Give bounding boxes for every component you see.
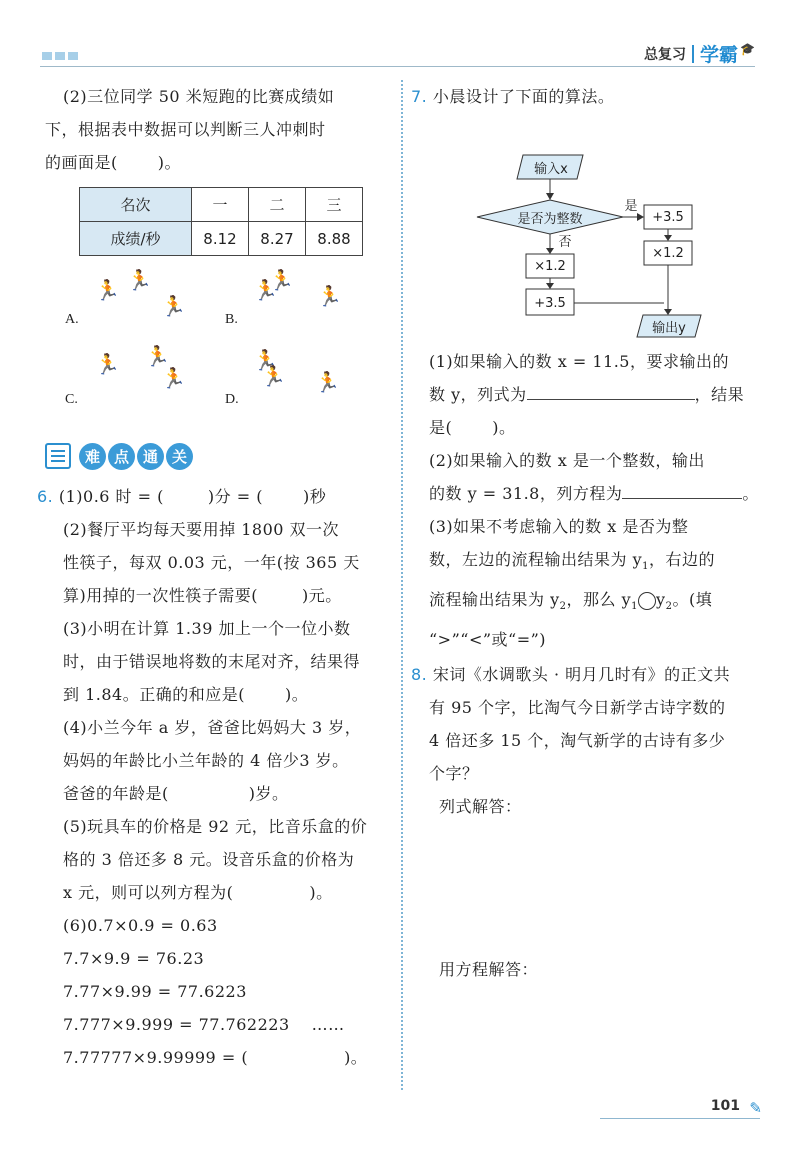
question-number: 7. [411, 87, 428, 106]
header-decoration [42, 52, 78, 60]
option-a[interactable] [65, 268, 215, 342]
runner-icon: 🏃 [317, 284, 342, 308]
text-fragment: ，结果 [694, 385, 745, 404]
text-line [45, 579, 390, 612]
text-fragment: )。 [344, 1048, 368, 1067]
section-title-char: 关 [166, 443, 193, 470]
section-title-char: 难 [79, 443, 106, 470]
text-line [45, 678, 390, 711]
text-line [411, 477, 759, 510]
text-fragment: ，右边的 [649, 550, 716, 569]
text-line: 数，左边的流程输出结果为 $y_1$，右边的 [429, 550, 716, 573]
runner-icon: 🏃 [95, 278, 120, 302]
text-line: (3)如果不考虑输入的数 x 是否为整 [429, 517, 689, 536]
text-line: 4 倍还多 15 个，淘气新学的古诗有多少 [429, 731, 726, 751]
question-7-parts [411, 345, 759, 656]
page-number: 101 [710, 1098, 740, 1114]
flow-no-label: 否 [558, 234, 572, 250]
option-label: D. [225, 392, 239, 407]
text-fragment: 。 [742, 484, 759, 503]
answer-blank[interactable] [622, 485, 742, 499]
header-title-group [644, 40, 755, 67]
graduation-cap-icon: 🎓 [740, 41, 755, 56]
footer-rule [600, 1118, 760, 1119]
runner-icon: 🏃 [253, 348, 278, 372]
text-line: (3)小明在计算 1.39 加上一个一位小数 [63, 619, 351, 638]
text-line [45, 1008, 390, 1041]
right-column [411, 80, 759, 986]
text-fragment: x 元，则可以列方程为( [63, 883, 234, 902]
text-fragment: ，那么 y [566, 590, 632, 610]
comparison-circle[interactable] [638, 592, 656, 610]
text-line: (2)如果输入的数 x 是一个整数，输出 [429, 451, 705, 470]
text-line: 7.7×9.9 = 76.23 [63, 949, 205, 968]
question-6 [37, 480, 390, 1074]
solve-by-equation-label: 用方程解答： [439, 960, 539, 980]
text-fragment: y [656, 590, 666, 610]
section-heading [45, 436, 390, 476]
table-header-cell: 名次 [80, 188, 192, 222]
text-fragment: 7.77777×9.99999 = ( [63, 1048, 249, 1067]
flow-output: 输出y [652, 320, 686, 336]
runner-icon: 🏃 [261, 364, 286, 388]
text-fragment: )秒 [302, 487, 327, 506]
text-fragment: )。 [284, 685, 309, 704]
flow-left-step-2: +3.5 [534, 295, 566, 311]
text-line: 7.77×9.99 = 77.6223 [63, 982, 247, 1001]
text-line: (4)小兰今年 a 岁，爸爸比妈妈大 3 岁， [63, 718, 362, 737]
answer-area-expression[interactable] [411, 823, 759, 953]
text-fragment: (1)0.6 时 = ( [58, 487, 164, 506]
option-label: A. [65, 312, 79, 327]
runner-icon: 🏃 [161, 366, 186, 390]
option-label: B. [225, 312, 238, 327]
text-fragment: )分 = ( [207, 487, 263, 506]
option-c[interactable] [65, 344, 215, 422]
flow-left-step-1: ×1.2 [534, 258, 566, 274]
flowchart-tail [411, 295, 759, 343]
text-line [411, 80, 759, 113]
text-line [45, 1041, 390, 1074]
question-number: 8. [411, 665, 428, 685]
table-cell: 三 [306, 188, 363, 222]
table-cell: 8.88 [306, 222, 363, 256]
question-number: 6. [37, 487, 54, 506]
text-fragment: 算)用掉的一次性筷子需要( [63, 586, 258, 605]
answer-options [45, 262, 390, 432]
section-title-char: 点 [108, 443, 135, 470]
table-row [80, 222, 363, 256]
text-line: 性筷子，每双 0.03 元，一年(按 365 天 [63, 553, 360, 572]
text-line: (2)三位同学 50 米短跑的比赛成绩如 [63, 87, 335, 106]
notebook-icon [45, 443, 71, 469]
text-line: (2)餐厅平均每天要用掉 1800 双一次 [63, 520, 340, 539]
text-line: 格的 3 倍还多 8 元。设音乐盒的价格为 [63, 850, 355, 869]
runner-icon: 🏃 [95, 352, 120, 376]
runner-icon: 🏃 [315, 370, 340, 394]
answer-blank[interactable] [527, 386, 695, 400]
text-fragment: )岁。 [248, 784, 289, 803]
text-fragment: )。 [157, 153, 181, 172]
text-line: (5)玩具车的价格是 92 元，比音乐盒的价 [63, 817, 368, 836]
option-d[interactable] [225, 348, 375, 422]
question-8 [411, 658, 759, 986]
text-fragment: …… [311, 1015, 345, 1034]
text-fragment: 到 1.84。正确的和应是( [63, 685, 245, 704]
text-line: “>”“<”或“=”) [429, 630, 547, 650]
text-fragment: 数 y，列式为 [429, 385, 527, 404]
left-column [37, 80, 390, 1074]
header-subtitle: 总复习 [644, 46, 687, 63]
text-fragment: 是( [429, 418, 453, 437]
text-line [37, 480, 390, 513]
section-title [79, 443, 193, 470]
option-b[interactable] [225, 268, 375, 342]
text-fragment: 流程输出结果为 y [429, 590, 560, 610]
text-fragment: 爸爸的年龄是( [63, 784, 169, 803]
text-fragment: 宋词《水调歌头 · 明月几时有》的正文共 [432, 665, 731, 685]
table-cell: 一 [192, 188, 249, 222]
text-fragment: 的画面是( [45, 153, 118, 172]
text-line [411, 658, 759, 691]
text-fragment: 。(填 [672, 590, 713, 610]
text-line: 有 95 个字，比淘气今日新学古诗字数的 [429, 698, 726, 718]
text-fragment: 数，左边的流程输出结果为 y [429, 550, 643, 569]
text-line: 流程输出结果为 $y_2$，那么 $y_1$ $y_2$。(填 [429, 590, 713, 613]
text-line [45, 777, 390, 810]
text-line: 妈妈的年龄比小兰年龄的 4 倍少3 岁。 [63, 751, 349, 770]
flow-right-step-2: ×1.2 [652, 245, 684, 261]
algorithm-flowchart [411, 113, 741, 303]
flow-decision: 是否为整数 [517, 211, 583, 227]
text-fragment: 7.777×9.999 = 77.762223 [63, 1015, 290, 1034]
question-5-part-2 [45, 80, 390, 432]
text-fragment: )。 [309, 883, 333, 902]
text-line: 时，由于错误地将数的末尾对齐，结果得 [63, 652, 361, 671]
table-header-cell: 成绩/秒 [80, 222, 192, 256]
pencil-icon: ✎ [749, 1099, 762, 1117]
runner-icon: 🏃 [161, 294, 186, 318]
text-fragment: )。 [492, 418, 516, 437]
text-fragment: 的数 y = 31.8，列方程为 [429, 484, 623, 503]
text-line [45, 146, 390, 179]
runner-icon: 🏃 [269, 268, 294, 292]
header-brand: 学霸 [700, 44, 739, 66]
header-separator [692, 45, 694, 63]
table-cell: 8.12 [192, 222, 249, 256]
text-line: (6)0.7×0.9 = 0.63 [63, 916, 218, 935]
flow-yes-label: 是 [624, 198, 638, 214]
section-title-char: 通 [137, 443, 164, 470]
text-line [411, 411, 759, 444]
results-table [79, 187, 363, 256]
table-cell: 二 [249, 188, 306, 222]
question-7-intro: 小晨设计了下面的算法。 [432, 87, 615, 106]
flow-right-step-1: +3.5 [652, 209, 684, 225]
text-line: 下，根据表中数据可以判断三人冲刺时 [45, 120, 326, 139]
table-row [80, 188, 363, 222]
solve-by-expression-label: 列式解答： [439, 797, 522, 817]
column-divider [401, 80, 403, 1090]
text-line [45, 876, 390, 909]
text-line [411, 378, 759, 411]
table-cell: 8.27 [249, 222, 306, 256]
runner-icon: 🏃 [145, 344, 170, 368]
option-label: C. [65, 392, 78, 407]
runner-icon: 🏃 [127, 268, 152, 292]
runner-icon: 🏃 [253, 278, 278, 302]
text-fragment: )元。 [302, 586, 342, 605]
text-line: (1)如果输入的数 x = 11.5，要求输出的 [429, 352, 729, 371]
flow-input: 输入x [534, 161, 568, 177]
text-line: 个字？ [429, 764, 479, 784]
